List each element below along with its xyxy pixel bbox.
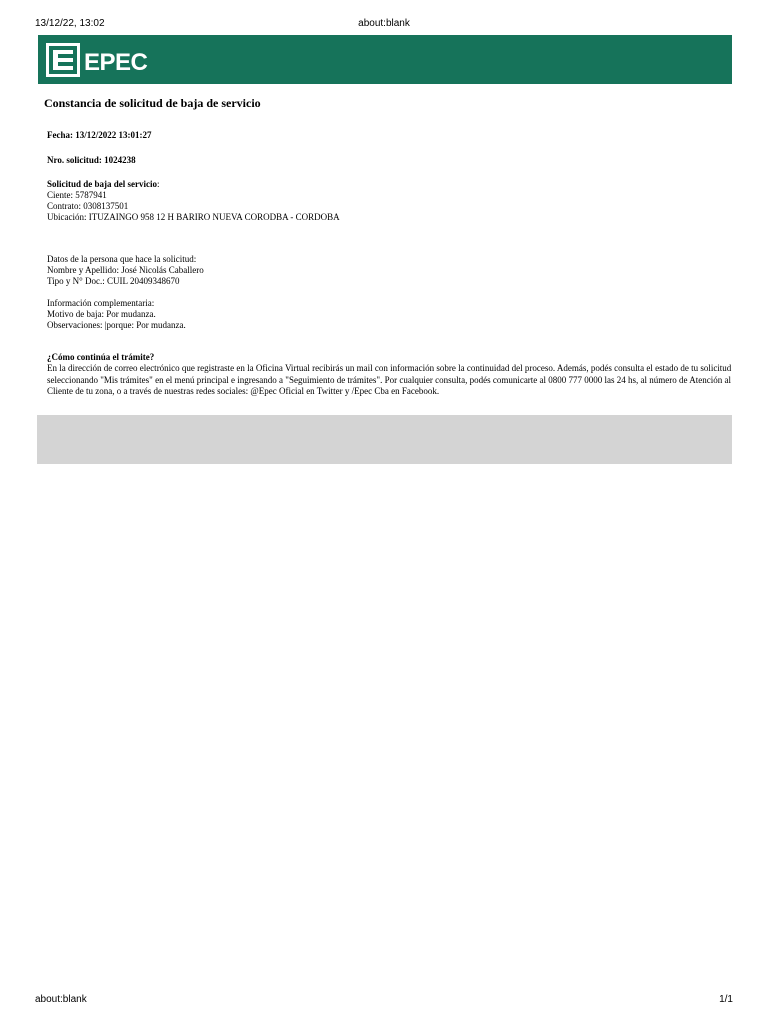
datos-header: Datos de la persona que hace la solicitud: bbox=[47, 254, 197, 264]
observaciones-line: Observaciones: |porque: Por mudanza. bbox=[47, 320, 186, 330]
fecha-line bbox=[47, 130, 152, 141]
epec-banner bbox=[38, 35, 732, 84]
nro-solicitud-line bbox=[47, 155, 136, 166]
ubicacion-line: Ubicación: ITUZAINGO 958 12 H BARIRO NUEVA CORODBA - CORDOBA bbox=[47, 212, 340, 222]
brand-name: EPEC bbox=[84, 49, 148, 76]
solicitud-colon: : bbox=[157, 179, 160, 189]
nro-label: Nro. solicitud bbox=[47, 155, 99, 165]
cliente-line: Ciente: 5787941 bbox=[47, 190, 107, 200]
print-footer-page: 1/1 bbox=[719, 994, 733, 1005]
motivo-line: Motivo de baja: Por mudanza. bbox=[47, 309, 156, 319]
documento-line: Tipo y N° Doc.: CUIL 20409348670 bbox=[47, 276, 180, 286]
print-datetime: 13/12/22, 13:02 bbox=[35, 18, 105, 29]
continua-text: En la dirección de correo electrónico que registraste en la Oficina Virtual recibirás un mail con información sobre la continuidad del proceso. Además, podés consulta el estado de tu solicitud seleccionando "Mis trámites" en el menú principal e ingresando a "Seguimiento de trámites". Por cualquier consulta, podés comunicarte al 0800 777 0000 las 24 hs, al número de Atención al Cliente de tu zona, o a través de nuestras redes sociales: @Epec Oficial en Twitter y /Epec Cba en Facebook. bbox=[47, 363, 732, 396]
print-footer-url: about:blank bbox=[35, 994, 87, 1005]
nombre-line: Nombre y Apellido: José Nicolás Caballero bbox=[47, 265, 204, 275]
nro-value: : 1024238 bbox=[98, 155, 136, 165]
solicitud-label: Solicitud de baja del servicio bbox=[47, 179, 157, 189]
fecha-label: Fecha bbox=[47, 130, 70, 140]
contrato-line: Contrato: 0308137501 bbox=[47, 201, 129, 211]
info-header: Información complementaria: bbox=[47, 298, 155, 308]
print-title: about:blank bbox=[358, 18, 410, 29]
continua-header: ¿Cómo continúa el trámite? bbox=[47, 352, 155, 362]
solicitud-header bbox=[47, 179, 160, 190]
grey-footer-block bbox=[37, 415, 732, 464]
fecha-value: : 13/12/2022 13:01:27 bbox=[70, 130, 152, 140]
epec-logo-icon bbox=[46, 43, 80, 77]
document-title: Constancia de solicitud de baja de servicio bbox=[44, 96, 261, 110]
